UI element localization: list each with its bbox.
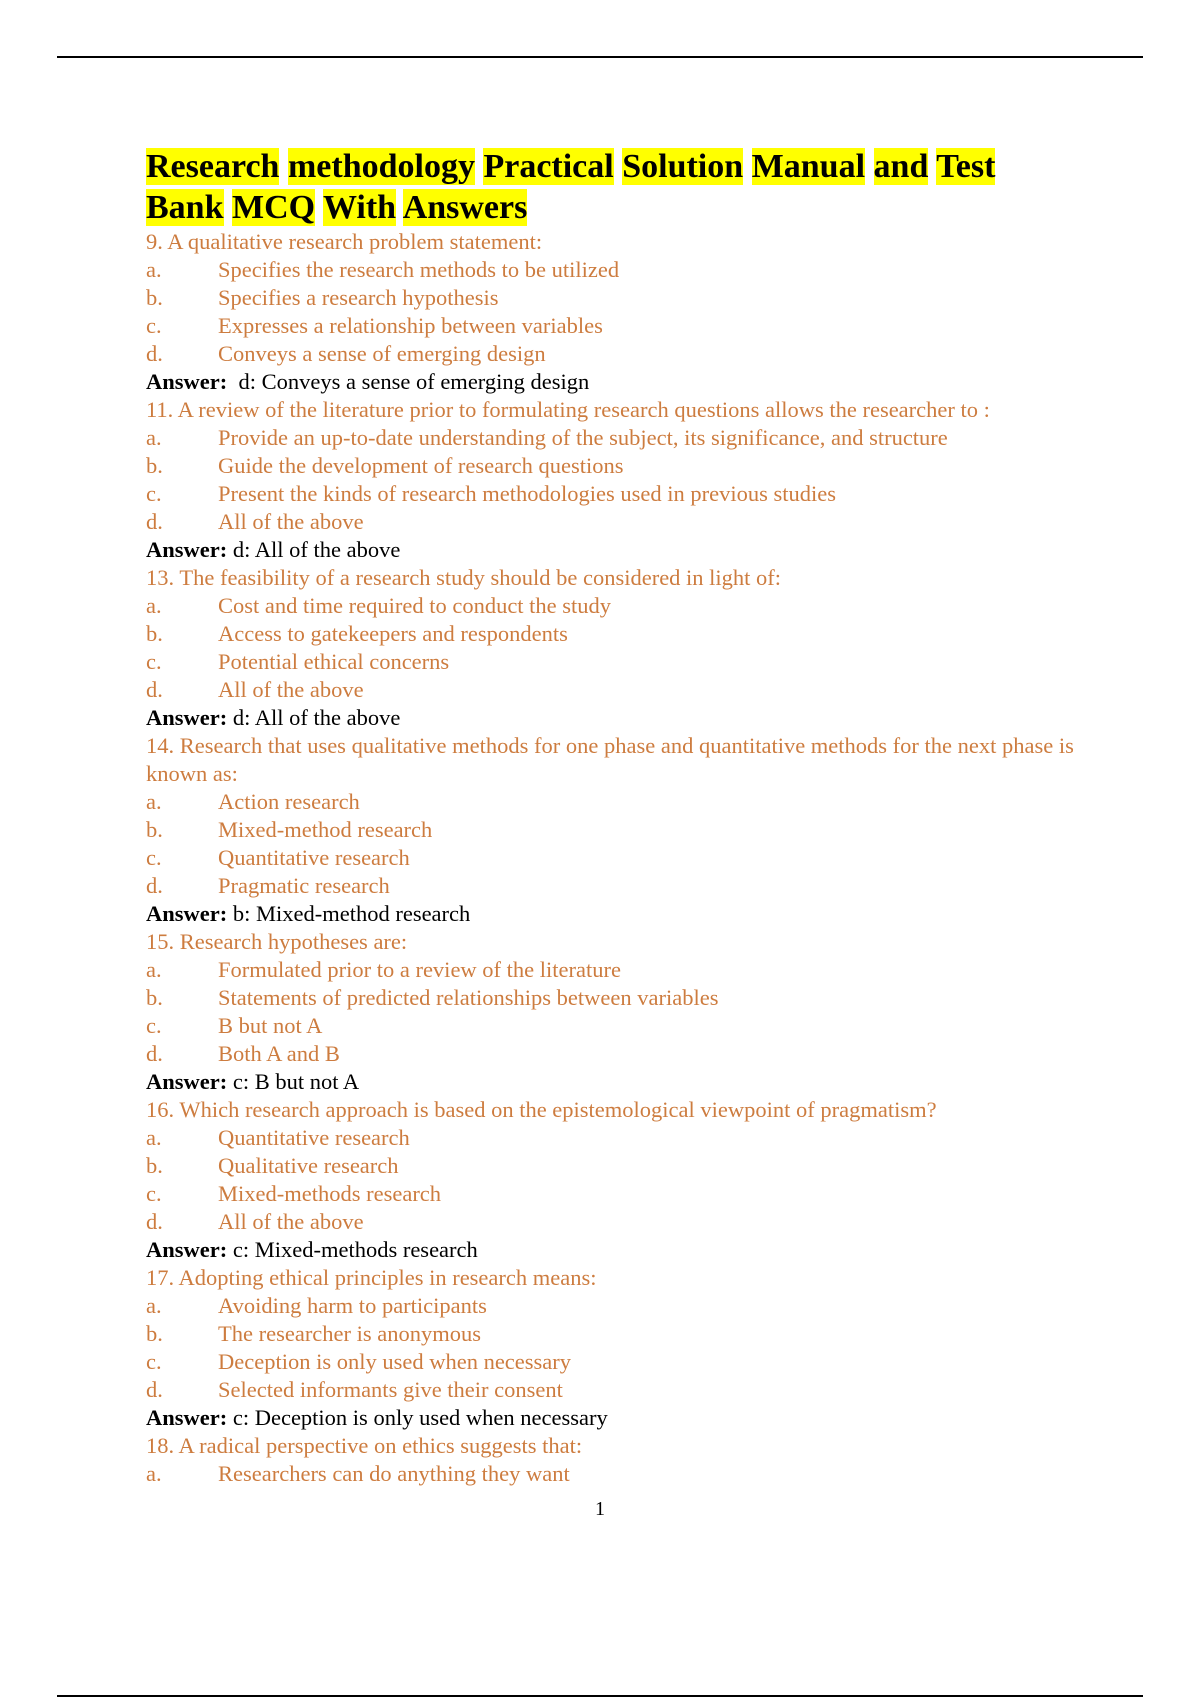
answer-option bbox=[146, 872, 1076, 900]
option-text: Guide the development of research questions bbox=[218, 453, 624, 478]
answer-option bbox=[146, 592, 1076, 620]
title-word: Manual bbox=[751, 148, 866, 185]
answer-option bbox=[146, 340, 1076, 368]
title-word: Solution bbox=[622, 148, 744, 185]
option-text: Quantitative research bbox=[218, 1125, 410, 1150]
option-letter: a. bbox=[146, 789, 162, 814]
answer-option bbox=[146, 844, 1076, 872]
option-text: Formulated prior to a review of the literature bbox=[218, 957, 621, 982]
question-text: 14. Research that uses qualitative methods for one phase and quantitative methods for the next phase is known as: bbox=[146, 733, 1074, 786]
option-letter: a. bbox=[146, 1125, 162, 1150]
option-text: Pragmatic research bbox=[218, 873, 390, 898]
question-text: 18. A radical perspective on ethics suggests that: bbox=[146, 1433, 583, 1458]
option-letter: c. bbox=[146, 845, 162, 870]
title-word: MCQ bbox=[232, 189, 316, 226]
answer-option bbox=[146, 1292, 1076, 1320]
answer-option bbox=[146, 1040, 1076, 1068]
option-letter: c. bbox=[146, 1181, 162, 1206]
option-letter: b. bbox=[146, 285, 163, 310]
answer-label: Answer: bbox=[146, 537, 228, 562]
question-block bbox=[146, 1264, 1076, 1432]
question-block bbox=[146, 732, 1076, 928]
title-word: With bbox=[322, 189, 397, 226]
question-text: 17. Adopting ethical principles in research means: bbox=[146, 1265, 597, 1290]
option-letter: b. bbox=[146, 1321, 163, 1346]
option-text: Mixed-methods research bbox=[218, 1181, 442, 1206]
question-block bbox=[146, 396, 1076, 564]
option-letter: a. bbox=[146, 257, 162, 282]
answer-option bbox=[146, 1012, 1076, 1040]
answer-text: b: Mixed-method research bbox=[227, 901, 471, 926]
option-letter: c. bbox=[146, 649, 162, 674]
answer-option bbox=[146, 508, 1076, 536]
answer-line bbox=[146, 1236, 1076, 1264]
answer-option bbox=[146, 1460, 1076, 1488]
answer-label: Answer: bbox=[146, 1237, 228, 1262]
question-block bbox=[146, 1432, 1076, 1488]
header-rule bbox=[57, 56, 1143, 58]
option-text: All of the above bbox=[218, 509, 364, 534]
option-letter: b. bbox=[146, 985, 163, 1010]
answer-option bbox=[146, 480, 1076, 508]
question-block bbox=[146, 1096, 1076, 1264]
option-letter: d. bbox=[146, 341, 163, 366]
question-text: 9. A qualitative research problem statement: bbox=[146, 229, 543, 254]
option-text: Provide an up-to-date understanding of the subject, its significance, and structure bbox=[218, 425, 948, 450]
answer-text: d: Conveys a sense of emerging design bbox=[227, 369, 590, 394]
footer-rule bbox=[57, 1695, 1143, 1697]
answer-text: c: Deception is only used when necessary bbox=[227, 1405, 608, 1430]
page-number: 1 bbox=[595, 1498, 605, 1520]
option-letter: d. bbox=[146, 873, 163, 898]
answer-line bbox=[146, 704, 1076, 732]
option-text: Qualitative research bbox=[218, 1153, 399, 1178]
option-text: Both A and B bbox=[218, 1041, 340, 1066]
option-letter: c. bbox=[146, 1013, 162, 1038]
option-text: Access to gatekeepers and respondents bbox=[218, 621, 568, 646]
option-letter: b. bbox=[146, 453, 163, 478]
option-letter: c. bbox=[146, 313, 162, 338]
option-text: All of the above bbox=[218, 677, 364, 702]
answer-option bbox=[146, 256, 1076, 284]
answer-option bbox=[146, 1320, 1076, 1348]
option-text: Avoiding harm to participants bbox=[218, 1293, 487, 1318]
option-letter: d. bbox=[146, 1377, 163, 1402]
answer-option bbox=[146, 1376, 1076, 1404]
option-text: Conveys a sense of emerging design bbox=[218, 341, 546, 366]
title-word: and bbox=[873, 148, 929, 185]
answer-option bbox=[146, 424, 1076, 452]
question-text: 16. Which research approach is based on the epistemological viewpoint of pragmatism? bbox=[146, 1097, 937, 1122]
answer-option bbox=[146, 1208, 1076, 1236]
answer-option bbox=[146, 816, 1076, 844]
option-letter: b. bbox=[146, 621, 163, 646]
answer-label: Answer: bbox=[146, 705, 228, 730]
answer-label: Answer: bbox=[146, 369, 228, 394]
answer-option bbox=[146, 1124, 1076, 1152]
document-body bbox=[146, 146, 1076, 1488]
option-text: Present the kinds of research methodologies used in previous studies bbox=[218, 481, 837, 506]
option-text: Mixed-method research bbox=[218, 817, 433, 842]
answer-option bbox=[146, 956, 1076, 984]
option-letter: a. bbox=[146, 425, 162, 450]
option-text: Quantitative research bbox=[218, 845, 410, 870]
option-text: All of the above bbox=[218, 1209, 364, 1234]
answer-line bbox=[146, 368, 1076, 396]
answer-option bbox=[146, 620, 1076, 648]
option-text: Action research bbox=[218, 789, 360, 814]
option-letter: a. bbox=[146, 1461, 162, 1486]
answer-option bbox=[146, 452, 1076, 480]
option-text: Researchers can do anything they want bbox=[218, 1461, 570, 1486]
answer-option bbox=[146, 312, 1076, 340]
answer-option bbox=[146, 1152, 1076, 1180]
title-word: Test bbox=[936, 148, 996, 185]
option-letter: d. bbox=[146, 677, 163, 702]
option-text: Selected informants give their consent bbox=[218, 1377, 563, 1402]
option-text: Expresses a relationship between variables bbox=[218, 313, 603, 338]
option-letter: b. bbox=[146, 1153, 163, 1178]
option-letter: a. bbox=[146, 593, 162, 618]
option-text: The researcher is anonymous bbox=[218, 1321, 482, 1346]
answer-text: d: All of the above bbox=[227, 705, 401, 730]
option-text: Cost and time required to conduct the study bbox=[218, 593, 612, 618]
answer-label: Answer: bbox=[146, 1405, 228, 1430]
answer-label: Answer: bbox=[146, 1069, 228, 1094]
answer-option bbox=[146, 1180, 1076, 1208]
question-block bbox=[146, 228, 1076, 396]
option-text: Potential ethical concerns bbox=[218, 649, 450, 674]
option-text: Specifies a research hypothesis bbox=[218, 285, 499, 310]
option-text: B but not A bbox=[218, 1013, 323, 1038]
page-title bbox=[146, 146, 1076, 228]
question-block bbox=[146, 564, 1076, 732]
answer-text: c: B but not A bbox=[227, 1069, 360, 1094]
option-letter: c. bbox=[146, 1349, 162, 1374]
title-word: methodology bbox=[287, 148, 475, 185]
option-letter: d. bbox=[146, 1209, 163, 1234]
title-word: Bank bbox=[146, 189, 224, 226]
title-word: Answers bbox=[402, 189, 528, 226]
answer-label: Answer: bbox=[146, 901, 228, 926]
option-text: Statements of predicted relationships between variables bbox=[218, 985, 719, 1010]
option-text: Specifies the research methods to be utilized bbox=[218, 257, 620, 282]
answer-option bbox=[146, 788, 1076, 816]
title-word: Practical bbox=[483, 148, 614, 185]
option-letter: d. bbox=[146, 509, 163, 534]
answer-text: d: All of the above bbox=[227, 537, 401, 562]
option-text: Deception is only used when necessary bbox=[218, 1349, 572, 1374]
answer-option bbox=[146, 1348, 1076, 1376]
option-letter: b. bbox=[146, 817, 163, 842]
answer-text: c: Mixed-methods research bbox=[227, 1237, 478, 1262]
option-letter: a. bbox=[146, 957, 162, 982]
answer-option bbox=[146, 676, 1076, 704]
answer-line bbox=[146, 1404, 1076, 1432]
answer-option bbox=[146, 984, 1076, 1012]
option-letter: d. bbox=[146, 1041, 163, 1066]
option-letter: a. bbox=[146, 1293, 162, 1318]
question-text: 15. Research hypotheses are: bbox=[146, 929, 408, 954]
option-letter: c. bbox=[146, 481, 162, 506]
question-text: 11. A review of the literature prior to formulating research questions allows the researcher to : bbox=[146, 397, 990, 422]
answer-line bbox=[146, 1068, 1076, 1096]
answer-line bbox=[146, 900, 1076, 928]
answer-option bbox=[146, 284, 1076, 312]
answer-line bbox=[146, 536, 1076, 564]
question-text: 13. The feasibility of a research study should be considered in light of: bbox=[146, 565, 782, 590]
question-block bbox=[146, 928, 1076, 1096]
answer-option bbox=[146, 648, 1076, 676]
question-list bbox=[146, 228, 1076, 1488]
title-word: Research bbox=[146, 148, 280, 185]
